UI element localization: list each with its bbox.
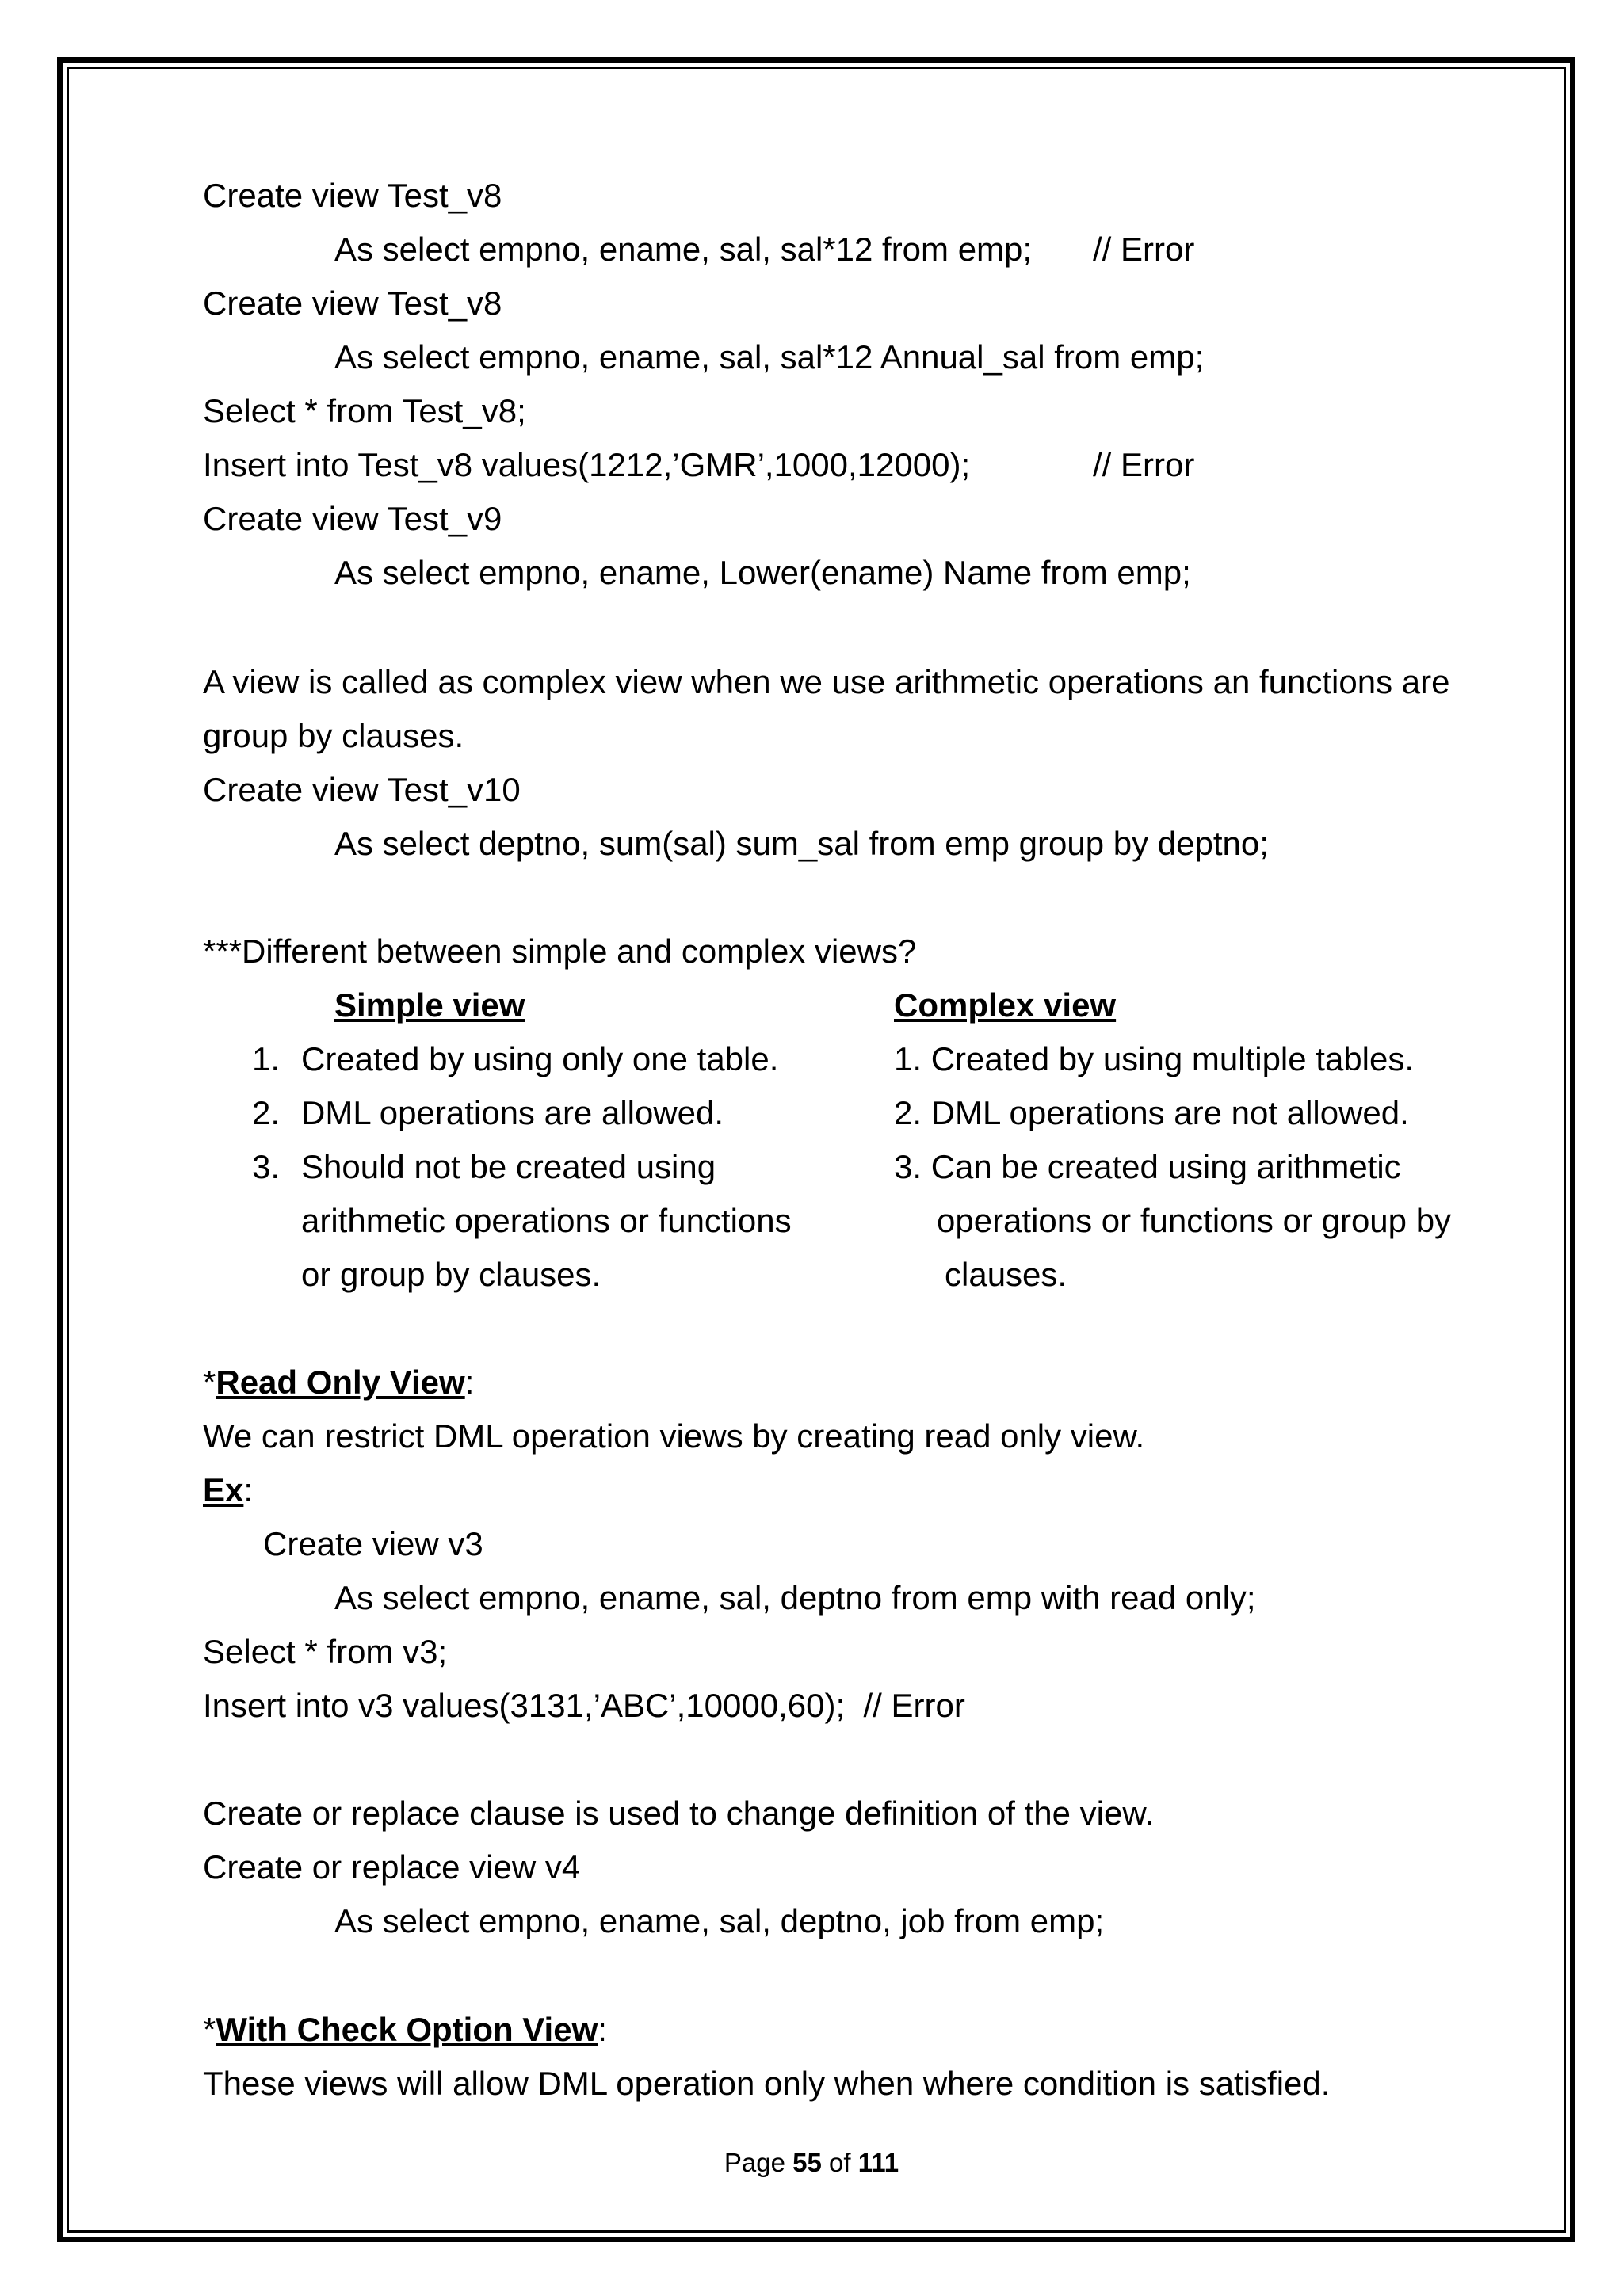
paragraph-line: These views will allow DML operation only when where condition is satisfied. [203,2065,1331,2102]
list-item: Should not be created using [301,1148,716,1185]
paragraph-line: A view is called as complex view when we use arithmetic operations an functions are [203,663,1450,700]
example-label-line [203,1471,254,1508]
check-option-heading-line [203,2013,607,2046]
code-line: As select empno, ename, sal, deptno from emp with read only; [334,1579,1256,1616]
code-line: Create view Test_v10 [203,771,521,808]
list-item-continuation: or group by clauses. [301,1256,601,1293]
colon: : [464,1363,475,1401]
list-number: 3. [252,1148,281,1185]
list-number: 1. [252,1040,281,1077]
asterisk: * [203,2011,216,2048]
example-label: Ex [203,1471,244,1508]
colon: : [598,2011,607,2048]
code-line: Create view v3 [263,1525,483,1562]
paragraph-line: Create or replace clause is used to change definition of the view. [203,1794,1155,1832]
code-line: Create view Test_v8 [203,284,502,322]
code-line: Create or replace view v4 [203,1848,581,1886]
paragraph-line: We can restrict DML operation views by creating read only view. [203,1417,1145,1455]
read-only-heading-line [203,1363,475,1401]
page-footer [0,2148,1623,2178]
list-item: 1. Created by using multiple tables. [894,1040,1415,1077]
list-item-continuation: operations or functions or group by [937,1202,1452,1239]
code-line: Insert into Test_v8 values(1212,’GMR’,1000,12000); [203,446,971,483]
code-line: As select empno, ename, sal, sal*12 Annual_sal from emp; [334,338,1205,376]
error-comment: // Error [1093,446,1195,483]
paragraph-line: group by clauses. [203,717,464,754]
code-line: As select empno, ename, Lower(ename) Name from emp; [334,554,1191,591]
list-number: 2. [252,1094,281,1131]
list-item-continuation: clauses. [945,1256,1067,1293]
list-item: 3. Can be created using arithmetic [894,1148,1401,1185]
colon: : [243,1471,254,1508]
simple-view-heading: Simple view [334,986,525,1024]
code-line: Select * from v3; [203,1633,448,1670]
page-number: 55 [792,2148,822,2177]
check-option-heading: With Check Option View [216,2011,598,2048]
code-line: Select * from Test_v8; [203,392,526,429]
complex-view-heading: Complex view [894,986,1117,1024]
of-word: of [821,2148,858,2177]
code-line: Create view Test_v8 [203,177,502,214]
page-word: Page [724,2148,793,2177]
code-line: Create view Test_v9 [203,500,502,537]
list-item: 2. DML operations are not allowed. [894,1094,1409,1131]
asterisk: * [203,1363,216,1401]
code-line: As select empno, ename, sal, sal*12 from emp; [334,231,1033,268]
question-heading: ***Different between simple and complex views? [203,933,917,970]
error-comment: // Error [1093,231,1195,268]
read-only-heading: Read Only View [216,1363,465,1401]
code-line: Insert into v3 values(3131,’ABC’,10000,60); // Error [203,1687,965,1724]
list-item-continuation: arithmetic operations or functions [301,1202,792,1239]
code-line: As select deptno, sum(sal) sum_sal from emp group by deptno; [334,825,1269,862]
total-pages: 111 [857,2148,899,2177]
list-item: Created by using only one table. [301,1040,779,1077]
list-item: DML operations are allowed. [301,1094,724,1131]
code-line: As select empno, ename, sal, deptno, job from emp; [334,1902,1105,1939]
